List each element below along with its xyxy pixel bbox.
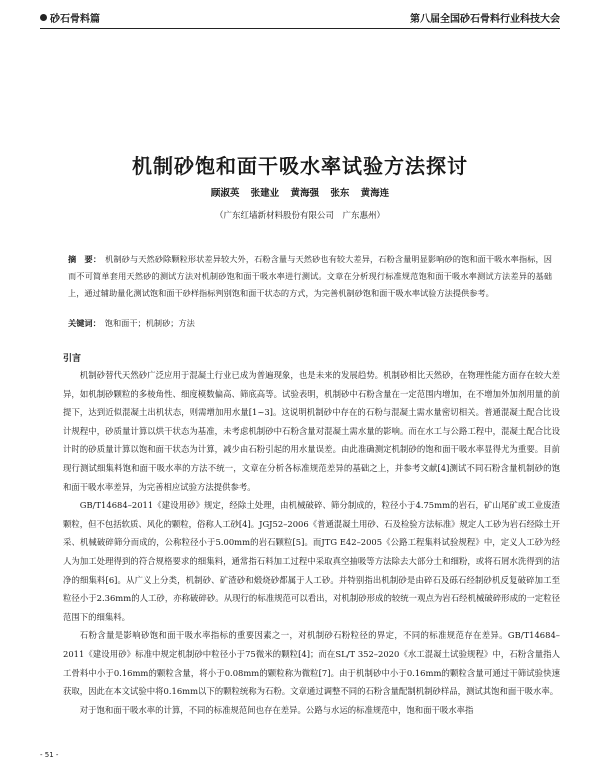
author-name: 黄海强 bbox=[290, 188, 319, 199]
keywords-label: 关键词： bbox=[68, 318, 101, 328]
author-name: 顾淑英 bbox=[210, 188, 240, 199]
author-name: 张建业 bbox=[250, 188, 280, 199]
page-number: - 51 - bbox=[40, 751, 59, 759]
paragraph: GB/T14684–2011《建设用砂》规定，经除土处理，由机械破碎、筛分制成的，粒径小于4.75mm的岩石，矿山尾矿或工业废渣颗粒，但不包括软质、风化的颗粒，俗称人工砂[4]。JGJ52–2006《普通混凝土用砂、石及检验方法标准》规定人工砂为岩石经除土开采、机械破碎筛分而成的，公称粒径小于5.00mm的岩石颗粒[5]。而JTG E42–2005《公路工程集料试验规程》中，定义人工砂为经人为加工处理得到的符合规格要求的细集料，通常指石料加工过程中采取真空抽吸等方法除去大部分土和细粉，或将石屑水洗得到的洁净的细集料[6]。从广义上分类，机制砂、矿渣砂和煅烧砂都属于人工砂。并特别指出机制砂是由碎石及砾石经制砂机反复破碎加工至粒径小于2.36mm的人工砂，亦称破碎砂。从现行的标准规范可以看出，对机制砂形成的较统一观点为岩石经机械破碎形成的一定粒径范围下的细集料。 bbox=[63, 500, 560, 622]
abstract-text: 机制砂与天然砂除颗粒形状差异较大外，石粉含量与天然砂也有较大差异，石粉含量明显影响砂的饱和面干吸水率指标，因而不可简单套用天然砂的测试方法对机制砂饱和面干吸水率进行测试。文章在分析现行标准规范饱和面干吸水率测试方法差异的基础上，通过辅助量化测试饱和面干砂样指标判别饱和面干状态的方式，为完善机制砂饱和面干吸水率试验方法提供参考。 bbox=[68, 254, 552, 299]
author-name: 张东 bbox=[330, 188, 350, 199]
paragraph: 石粉含量是影响砂饱和面干吸水率指标的重要因素之一，对机制砂石粉粒径的界定，不同的标准规范存在差异。GB/T14684–2011《建设用砂》标准中规定机制砂中粒径小于75微米的颗粒[4]；而在SL/T 352–2020《水工混凝土试验规程》中，石粉含量指人工骨料中小于0.16mm的颗粒含量，将小于0.08mm的颗粒称为微粒[7]。由于机制砂中小于0.16mm的颗粒含量可通过干筛试验快速获取，因此在本文试验中将0.16mm以下的颗粒统称为石粉。文章通过调整不同的石粉含量配制机制砂样品，测试其饱和面干吸水率。 bbox=[63, 630, 560, 697]
running-header bbox=[40, 8, 560, 26]
section-label bbox=[40, 10, 100, 25]
keywords bbox=[68, 318, 552, 329]
author-list bbox=[0, 185, 600, 199]
header-divider bbox=[40, 28, 560, 29]
article-title: 机制砂饱和面干吸水率试验方法探讨 bbox=[132, 154, 468, 178]
paragraph: 对于饱和面干吸水率的计算，不同的标准规范间也存在差异。公路与水运的标准规范中，饱和面干吸水率指 bbox=[79, 704, 474, 715]
paragraph: 机制砂替代天然砂广泛应用于混凝土行业已成为普遍现象，也是未来的发展趋势。机制砂相比天然砂，在物理性能方面存在较大差异，如机制砂颗粒的多棱角性、细度模数偏高、筛底高等。试验表明，机制砂中石粉含量在一定范围内增加，在不增加外加剂用量的前提下，达到近似混凝土出机状态，则需增加用水量[1~3]。这说明机制砂中存在的石粉与混凝土需水量密切相关。普通混凝土配合比设计规程中，砂质量计算以烘干状态为基准，未考虑机制砂中石粉含量对混凝土需水量的影响。而在水工与公路工程中，混凝土配合比设计时的砂质量计算以饱和面干状态为计算，减少由石粉引起的用水量误差。由此准确测定机制砂的饱和面干吸水率显得尤为重要。目前现行测试细集料饱和面干吸水率的方法不统一，文章在分析各标准规范差异的基础之上，并参考文献[4]测试不同石粉含量机制砂的饱和面干吸水率差异，为完善相应试验方法提供参考。 bbox=[63, 370, 560, 492]
body-text bbox=[63, 366, 560, 719]
keywords-text: 饱和面干；机制砂；方法 bbox=[104, 318, 195, 328]
abstract bbox=[68, 251, 552, 303]
bullet-icon bbox=[40, 14, 47, 21]
abstract-label: 摘 要： bbox=[68, 254, 102, 264]
conference-name: 第八届全国砂石骨料行业科技大会 bbox=[410, 13, 560, 25]
section-label-text: 砂石骨料篇 bbox=[50, 13, 100, 25]
section-heading: 引言 bbox=[63, 354, 82, 364]
author-name: 黄海连 bbox=[360, 188, 390, 199]
affiliation: （广东红墙新材料股份有限公司 广东惠州） bbox=[214, 211, 385, 221]
